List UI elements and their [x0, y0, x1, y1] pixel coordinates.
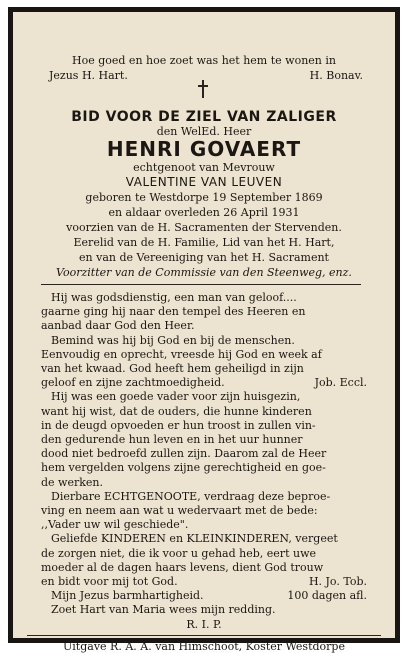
birth-line: geboren te Westdorpe 19 September 1869 [85, 191, 323, 204]
header-source-left: Jezus H. Hart. [49, 69, 128, 82]
body-line-18: Geliefde KINDEREN en KLEINKINDEREN, vergeet [51, 532, 338, 546]
body-line-2: gaarne ging hij naar den tempel des Heeren en [41, 305, 306, 319]
reference-job: Job. Eccl. [314, 376, 367, 390]
ejaculation-jesus: Mijn Jezus barmhartigheid. [51, 589, 204, 603]
sacraments-line: voorzien van de H. Sacramenten der Stervenden. [66, 221, 342, 234]
header-source-right: H. Bonav. [309, 69, 363, 82]
membership-line1: Eerelid van de H. Familie, Lid van het H. Hart, [73, 236, 335, 249]
body-line-19: de zorgen niet, die ik voor u gehad heb, eert uwe [41, 546, 316, 560]
body-line-20: moeder al de dagen haars levens, dient God trouw [41, 560, 324, 574]
body-line-12: dood niet bedroefd zullen zijn. Daarom zal de Heer [41, 447, 327, 461]
reference-tob: H. Jo. Tob. [308, 575, 367, 588]
body-line-4: Bemind was hij bij God en bij de menschen. [51, 333, 295, 347]
body-line-13: hem vergelden volgens zijne gerechtigheid en goe- [41, 461, 326, 475]
divider-top [41, 284, 361, 285]
closing-line-1 [51, 590, 367, 601]
body-line-11: den gedurende hun leven en in het uur hunner [41, 433, 303, 446]
rip: R. I. P. [186, 617, 222, 631]
body-line-14: de werken. [41, 475, 103, 489]
death-line: en aldaar overleden 26 April 1931 [108, 206, 300, 219]
body-line-7-text: geloof en zijne zachtmoedigheid. [41, 376, 225, 390]
body-line-16: ving en neem aan wat u wedervaart met de bede: [41, 504, 318, 517]
body-line-7 [41, 377, 367, 388]
honorific: den WelEd. Heer [156, 125, 252, 138]
body-line-17: ,,Vader uw wil geschiede". [41, 518, 189, 532]
header-quote-line1: Hoe goed en hoe zoet was het hem te wonen in [72, 54, 336, 67]
chairman-line: Voorzitter van de Commissie van den Steenweg, enz. [56, 266, 352, 279]
publisher-footer: Uitgave R. A. A. van Himschoot, Koster Westdorpe [63, 639, 345, 653]
deceased-name: HENRI GOVAERT [106, 137, 302, 161]
spouse-name: VALENTINE VAN LEUVEN [125, 175, 283, 189]
membership-line2: en van de Vereeniging van het H. Sacrament [79, 251, 329, 264]
memorial-card [13, 12, 395, 653]
body-line-1: Hij was godsdienstig, een man van geloof.... [51, 291, 297, 304]
body-line-9: want hij wist, dat de ouders, die hunne kinderen [41, 404, 312, 418]
body-line-5: Eenvoudig en oprecht, vreesde hij God en week af [41, 347, 322, 361]
body-line-10: in de deugd opvoeden er hun troost in zullen vin- [41, 418, 316, 432]
spouse-intro: echtgenoot van Mevrouw [133, 161, 275, 174]
body-line-21-text: en bidt voor mij tot God. [41, 575, 178, 588]
indulgence: 100 dagen afl. [287, 589, 367, 603]
closing-line-2: Zoet Hart van Maria wees mijn redding. [51, 603, 276, 617]
divider-bottom [27, 635, 381, 636]
body-line-8: Hij was een goede vader voor zijn huisgezin, [51, 390, 301, 404]
body-line-15: Dierbare ECHTGENOOTE, verdraag deze beproe- [51, 489, 331, 503]
prayer-heading: BID VOOR DE ZIEL VAN ZALIGER [71, 109, 337, 125]
cross-icon [198, 80, 208, 98]
body-line-21 [41, 576, 367, 587]
body-line-3: aanbad daar God den Heer. [41, 319, 195, 333]
body-line-6: van het kwaad. God heeft hem geheiligd in zijn [41, 362, 304, 375]
